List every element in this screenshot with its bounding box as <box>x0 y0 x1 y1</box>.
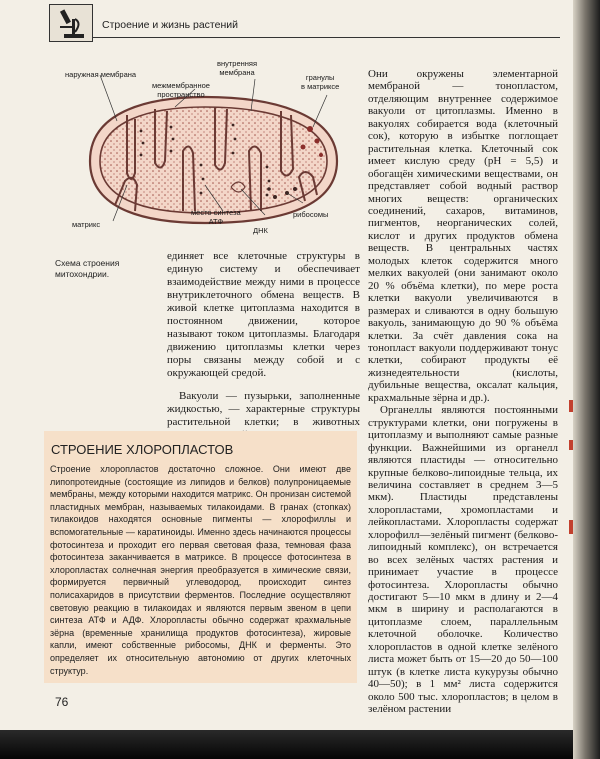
paragraph: единяет все клеточные структуры в единую систему и обеспечивает взаимодействие между ними в процессе внутриклеточного обмена веществ. В живой клетке цитоплазма находится в постоянном движении, которое называют током цитоплазмы. Благодаря движению цитоплазмы клетки через поры связаны между собой и с окружающей средой. <box>167 250 360 379</box>
text-column-right <box>368 68 558 716</box>
label-dna: ДНК <box>253 226 268 235</box>
sidebar-text: Строение хлоропластов достаточно сложное. Они имеют две липопротеидные (состоящие из липидов и белков) полупроницаемые мембраны, между которыми находится матрикс. Он пронизан системой пластидных мембран, называемых тилакоидами. В гранах (стопках) тилакоидов находятся основные пигменты — хлорофиллы и вспомогательные — каратиноиды. Именно здесь начинаются процессы фотосинтеза и проходит его первая световая фаза, темновая фаза фотосинтеза заканчивается в матриксе. В процессе фотосинтеза в хлоропластах солнечная энергия преобразуется в химические связи, формируется первичный углеводород, происходит синтез полисахаридов в присутствии ферментов. Последние осуществляют световую реакцию в тилакоидах и являются первым звеном в цепи синтеза АТФ и АДФ. Хлоропласты обычно содержат крахмальные зёрна (временные хранилища продуктов фотосинтеза), жировые капли, имеют собственные рибосомы, ДНК и ферменты. Это определяет их относительную автономию от других клеточных структур. <box>50 464 351 676</box>
text-column-left <box>167 250 360 442</box>
running-title: Строение и жизнь растений <box>102 19 238 31</box>
label-matrix: матрикс <box>72 220 101 229</box>
page-edge-marks <box>566 400 573 560</box>
label-outer-membrane: наружная мембрана <box>65 70 137 79</box>
label-granules: гранулы в матриксе <box>301 73 340 91</box>
figure-caption: Схема строения митохондрии. <box>55 258 120 280</box>
book-spine-shadow <box>573 0 600 759</box>
microscope-icon <box>50 5 92 41</box>
label-intermembrane: межмембранное пространство <box>152 81 210 99</box>
page-number: 76 <box>55 695 69 709</box>
chloroplast-sidebar <box>44 431 357 683</box>
label-inner-membrane: внутренняя мембрана <box>217 59 258 77</box>
mitochondrion-diagram <box>55 55 361 270</box>
label-atp-site: место синтеза АТФ <box>191 208 241 226</box>
sidebar-title: СТРОЕНИЕ ХЛОРОПЛАСТОВ <box>51 442 234 457</box>
header-rule <box>92 37 560 38</box>
paragraph: Они окружены элементарной мембраной — тонопластом, отделяющим внутреннее содержимое вакуоли от цитоплазмы. Именно в вакуолях собирается вода (клеточный сок), которую в избытке поглощает растительная клетка. Клеточный сок имеет кислую среду (pH = 5,5) и обогащён химическими веществами, он представляет собой водный раствор многих веществ: органических соединений, сахаров, витаминов, пигментов, неорганических солей, кислот и других продуктов обмена веществ. В центральных частях молодых клеток содержится много мелких вакуолей (они занимают около 20 % объёма клетки), по мере роста клетки вакуоли увеличиваются в размерах и сливаются в одну большую вакуоль, занимающую до 90 % объёма клетки. За счёт давления сока на тонопласт вакуоли поддерживают тонус клетки, собирают продукты её жизнедеятельности (кислоты, дубильные вещества, оксалат кальция, крахмальные зёрна и др.). <box>368 68 558 404</box>
label-ribosomes: рибосомы <box>293 210 329 219</box>
paragraph: Вакуоли — пузырьки, заполненные жидкостью, — характерные структуры растительной клетки; в животных <box>167 390 360 428</box>
scan-bottom-shadow <box>0 730 573 759</box>
paragraph: Органеллы являются постоянными структурами клетки, они погружены в цитоплазму и выполняют самые разные функции. Важнейшими из органелл являются пластиды — относительно крупные белково-липоидные тельца, их величина составляет в среднем 3—5 мкм). Пластиды представлены хлоропластами, хромопластами и лейкопластами. Хлоропласты содержат хлорофилл—зелёный пигмент (белково-липоидный комплекс), он встречается во всех зелёных частях растения и принимает участие в процессе фотосинтеза. Хлоропласты обычно достигают 5—10 мкм в длину и 2—4 мкм в ширину и располагаются в цитоплазме слоем, параллельным клеточной оболочке. Количество хлоропластов в одной клетке зелёного листа может быть от 15—20 до 50—100 штук (в клетке листа кукурузы обычно 40—50); в 1 мм² листа содержится около 500 тыс. хлоропластов; в целом в зелёном растении <box>368 404 558 716</box>
header-logo-box <box>49 4 93 42</box>
